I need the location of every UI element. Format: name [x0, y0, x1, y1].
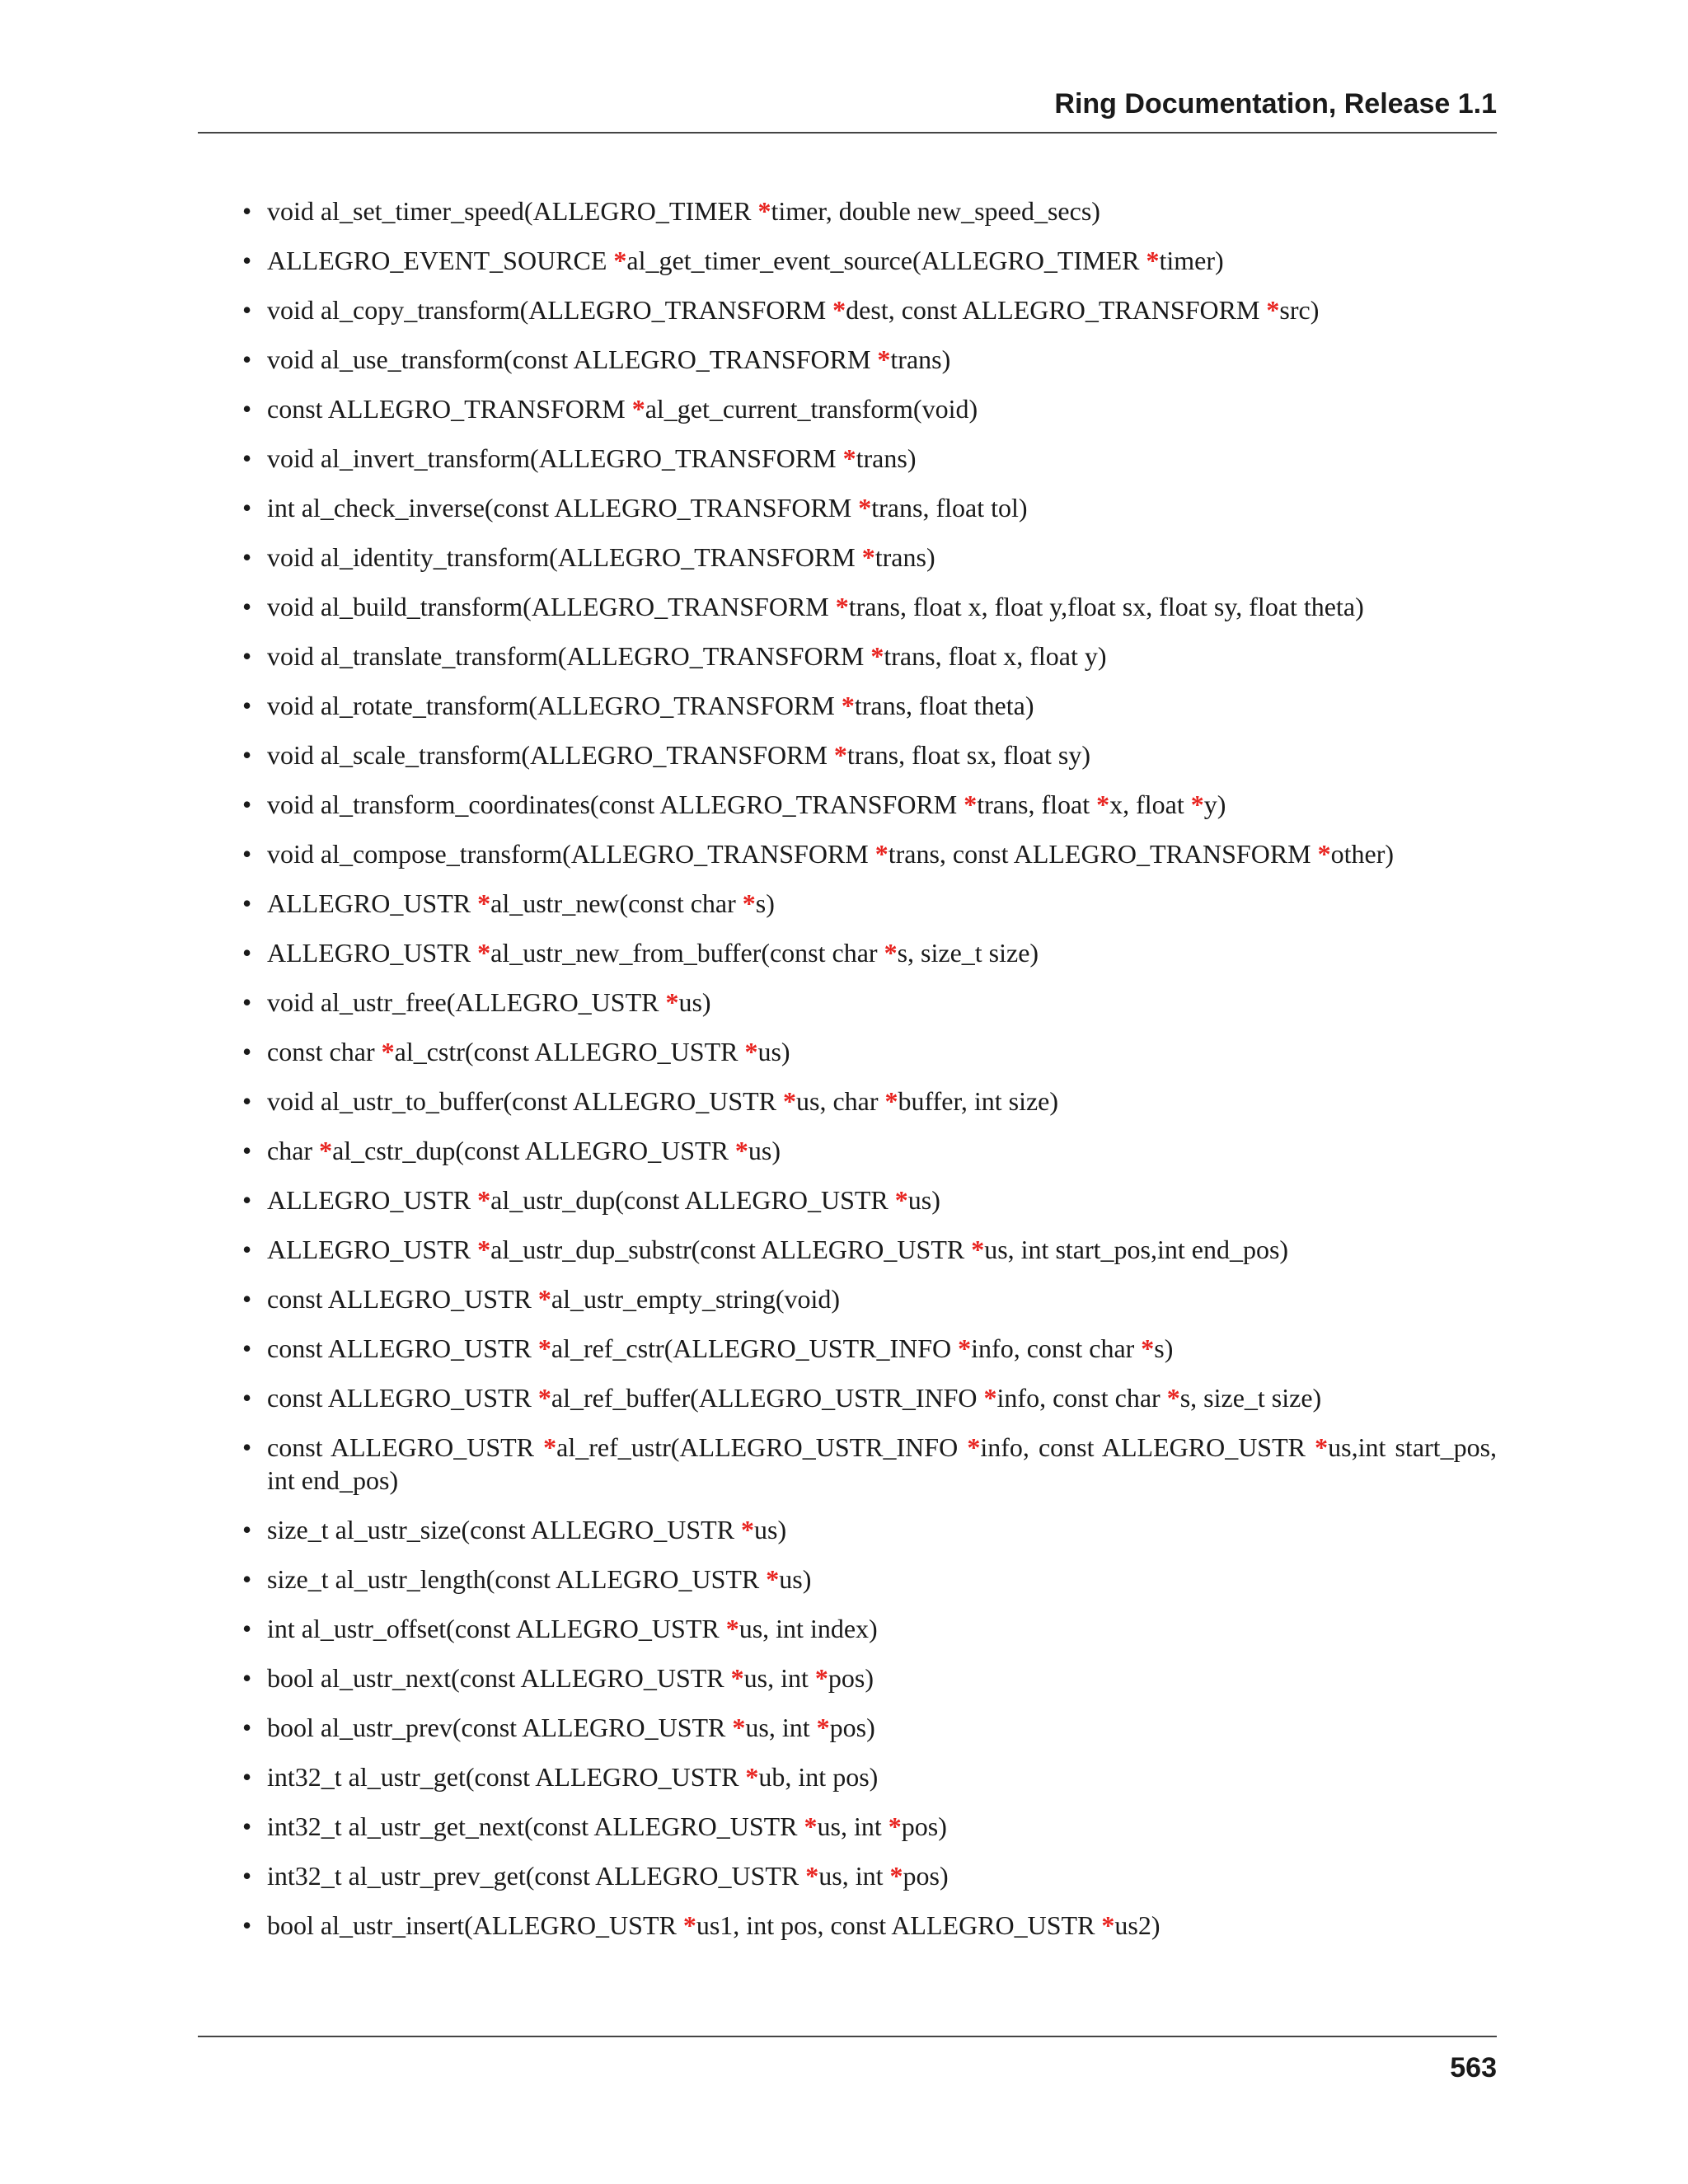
- pointer-asterisk: *: [805, 1861, 819, 1891]
- signature-text: us): [757, 1037, 790, 1066]
- signature-text: trans, float x, float y): [884, 641, 1107, 671]
- signature-text: ALLEGRO_USTR: [267, 1185, 478, 1215]
- main-content: [198, 194, 1497, 1958]
- list-item: [198, 343, 1497, 376]
- function-signature: [267, 1136, 781, 1165]
- pointer-asterisk: *: [537, 1284, 551, 1314]
- pointer-asterisk: *: [888, 1811, 902, 1841]
- function-signature: [267, 1861, 949, 1891]
- pointer-asterisk: *: [1190, 790, 1204, 819]
- bullet-icon: •: [242, 295, 252, 325]
- list-item: [198, 442, 1497, 475]
- function-signature: [267, 394, 978, 424]
- list-item: [198, 887, 1497, 920]
- signature-text: src): [1279, 295, 1320, 325]
- signature-text: void al_compose_transform(ALLEGRO_TRANSFORM: [267, 839, 875, 869]
- function-signature: [267, 295, 1319, 325]
- signature-text: us, int: [745, 1713, 817, 1742]
- signature-text: y): [1203, 790, 1226, 819]
- signature-text: size_t al_ustr_size(const ALLEGRO_USTR: [267, 1515, 742, 1544]
- list-item: [198, 689, 1497, 722]
- signature-text: const ALLEGRO_USTR: [267, 1383, 538, 1413]
- function-signature: [267, 1515, 786, 1544]
- pointer-asterisk: *: [725, 1614, 739, 1643]
- list-item: [198, 491, 1497, 524]
- function-signature: [267, 1383, 1321, 1413]
- function-signature: [267, 443, 916, 473]
- list-item: [198, 1183, 1497, 1216]
- signature-text: dest, const ALLEGRO_TRANSFORM: [846, 295, 1267, 325]
- bullet-icon: •: [242, 196, 252, 226]
- pointer-asterisk: *: [734, 1136, 748, 1165]
- signature-text: us, int index): [738, 1614, 878, 1643]
- pointer-asterisk: *: [1166, 1383, 1180, 1413]
- pointer-asterisk: *: [613, 246, 627, 275]
- signature-text: void al_translate_transform(ALLEGRO_TRANSFORM: [267, 641, 871, 671]
- pointer-asterisk: *: [833, 740, 847, 770]
- function-signature: [267, 1614, 878, 1643]
- signature-text: info, const char: [971, 1333, 1142, 1363]
- function-signature: [267, 790, 1226, 819]
- pointer-asterisk: *: [874, 839, 889, 869]
- pointer-asterisk: *: [783, 1086, 797, 1116]
- pointer-asterisk: *: [842, 443, 856, 473]
- signature-text: void al_transform_coordinates(const ALLEGRO_TRANSFORM: [267, 790, 964, 819]
- signature-text: void al_build_transform(ALLEGRO_TRANSFORM: [267, 592, 836, 621]
- signature-text: s, size_t size): [1179, 1383, 1322, 1413]
- signature-text: info, const char: [996, 1383, 1167, 1413]
- list-item: [198, 1134, 1497, 1167]
- pointer-asterisk: *: [835, 592, 849, 621]
- signature-text: trans, float x, float y,float sx, float sy, float theta): [848, 592, 1364, 621]
- bullet-icon: •: [242, 938, 252, 968]
- pointer-asterisk: *: [537, 1333, 551, 1363]
- signature-text: bool al_ustr_next(const ALLEGRO_USTR: [267, 1663, 731, 1693]
- function-signature: [267, 740, 1090, 770]
- signature-text: void al_copy_transform(ALLEGRO_TRANSFORM: [267, 295, 833, 325]
- list-item: [198, 1563, 1497, 1596]
- list-item: [198, 392, 1497, 425]
- function-signature: [267, 1713, 875, 1742]
- signature-text: al_get_current_transform(void): [645, 394, 978, 424]
- signature-text: us): [779, 1564, 812, 1594]
- signature-text: al_ref_cstr(ALLEGRO_USTR_INFO: [551, 1333, 959, 1363]
- pointer-asterisk: *: [631, 394, 645, 424]
- pointer-asterisk: *: [841, 691, 855, 720]
- signature-text: al_ref_ustr(ALLEGRO_USTR_INFO: [556, 1432, 968, 1462]
- pointer-asterisk: *: [1266, 295, 1280, 325]
- bullet-icon: •: [242, 1037, 252, 1066]
- bullet-icon: •: [242, 691, 252, 720]
- list-item: [198, 541, 1497, 574]
- signature-text: ALLEGRO_USTR: [267, 888, 478, 918]
- list-item: [198, 194, 1497, 227]
- function-signature: [267, 542, 935, 572]
- signature-text: int32_t al_ustr_prev_get(const ALLEGRO_USTR: [267, 1861, 806, 1891]
- pointer-asterisk: *: [757, 196, 771, 226]
- list-item: [198, 1859, 1497, 1892]
- pointer-asterisk: *: [1317, 839, 1331, 869]
- bullet-icon: •: [242, 1811, 252, 1841]
- function-signature: [267, 839, 1394, 869]
- list-item: [198, 1612, 1497, 1645]
- pointer-asterisk: *: [381, 1037, 395, 1066]
- bullet-icon: •: [242, 542, 252, 572]
- signature-text: al_ref_buffer(ALLEGRO_USTR_INFO: [551, 1383, 984, 1413]
- list-item: [198, 640, 1497, 673]
- pointer-asterisk: *: [884, 1086, 898, 1116]
- pointer-asterisk: *: [682, 1910, 696, 1940]
- list-item: [198, 1035, 1497, 1068]
- function-signature: [267, 1185, 940, 1215]
- signature-text: s, size_t size): [897, 938, 1039, 968]
- pointer-asterisk: *: [1146, 246, 1160, 275]
- function-signature: [267, 1811, 947, 1841]
- signature-text: void al_invert_transform(ALLEGRO_TRANSFORM: [267, 443, 843, 473]
- function-signature: [267, 1432, 1497, 1495]
- bullet-icon: •: [242, 1136, 252, 1165]
- pointer-asterisk: *: [732, 1713, 746, 1742]
- signature-text: trans): [874, 542, 935, 572]
- signature-text: us2): [1114, 1910, 1160, 1940]
- bullet-icon: •: [242, 790, 252, 819]
- bullet-icon: •: [242, 493, 252, 523]
- bullet-icon: •: [242, 987, 252, 1017]
- signature-text: us,int start_pos, int end_pos): [267, 1432, 1498, 1495]
- list-item: [198, 590, 1497, 623]
- signature-text: al_ustr_dup_substr(const ALLEGRO_USTR: [490, 1235, 972, 1264]
- pointer-asterisk: *: [884, 938, 898, 968]
- signature-text: us): [678, 987, 711, 1017]
- pointer-asterisk: *: [766, 1564, 780, 1594]
- function-signature: [267, 1910, 1160, 1940]
- function-signature: [267, 691, 1034, 720]
- signature-text: s): [1154, 1333, 1174, 1363]
- pointer-asterisk: *: [477, 888, 491, 918]
- bullet-icon: •: [242, 1185, 252, 1215]
- signature-text: ALLEGRO_USTR: [267, 1235, 478, 1264]
- pointer-asterisk: *: [741, 1515, 755, 1544]
- pointer-asterisk: *: [870, 641, 884, 671]
- list-item: [198, 1381, 1497, 1414]
- signature-text: al_ustr_empty_string(void): [551, 1284, 841, 1314]
- signature-text: char: [267, 1136, 320, 1165]
- signature-text: s): [755, 888, 775, 918]
- signature-text: const ALLEGRO_USTR: [267, 1432, 544, 1462]
- bullet-icon: •: [242, 1383, 252, 1413]
- pointer-asterisk: *: [1101, 1910, 1115, 1940]
- list-item: [198, 936, 1497, 969]
- function-signature: [267, 888, 775, 918]
- signature-text: us, int start_pos,int end_pos): [984, 1235, 1289, 1264]
- signature-text: int32_t al_ustr_get(const ALLEGRO_USTR: [267, 1762, 746, 1792]
- function-signature: [267, 592, 1364, 621]
- list-item: [198, 1332, 1497, 1365]
- signature-text: int al_ustr_offset(const ALLEGRO_USTR: [267, 1614, 726, 1643]
- pointer-asterisk: *: [665, 987, 679, 1017]
- bullet-icon: •: [242, 888, 252, 918]
- list-item: [198, 837, 1497, 870]
- signature-text: void al_ustr_to_buffer(const ALLEGRO_USTR: [267, 1086, 784, 1116]
- signature-text: buffer, int size): [898, 1086, 1059, 1116]
- function-signature: [267, 1762, 878, 1792]
- signature-text: info, const ALLEGRO_USTR: [980, 1432, 1315, 1462]
- pointer-asterisk: *: [742, 888, 756, 918]
- signature-text: pos): [903, 1861, 949, 1891]
- list-item: [198, 738, 1497, 771]
- bullet-icon: •: [242, 394, 252, 424]
- bullet-icon: •: [242, 740, 252, 770]
- pointer-asterisk: *: [877, 344, 891, 374]
- signature-text: trans, const ALLEGRO_TRANSFORM: [888, 839, 1318, 869]
- signature-text: int32_t al_ustr_get_next(const ALLEGRO_USTR: [267, 1811, 804, 1841]
- signature-text: size_t al_ustr_length(const ALLEGRO_USTR: [267, 1564, 767, 1594]
- pointer-asterisk: *: [477, 938, 491, 968]
- function-signature: [267, 1564, 811, 1594]
- pointer-asterisk: *: [1096, 790, 1110, 819]
- signature-text: us): [907, 1185, 940, 1215]
- list-item: [198, 1711, 1497, 1744]
- pointer-asterisk: *: [983, 1383, 997, 1413]
- signature-text: pos): [901, 1811, 947, 1841]
- function-signature: [267, 493, 1028, 523]
- list-item: [198, 1661, 1497, 1694]
- signature-text: ALLEGRO_EVENT_SOURCE: [267, 246, 614, 275]
- pointer-asterisk: *: [832, 295, 846, 325]
- list-item: [198, 1513, 1497, 1546]
- list-item: [198, 1233, 1497, 1266]
- signature-text: al_ustr_dup(const ALLEGRO_USTR: [490, 1185, 895, 1215]
- list-item: [198, 1431, 1497, 1497]
- list-item: [198, 788, 1497, 821]
- bullet-icon: •: [242, 1515, 252, 1544]
- pointer-asterisk: *: [958, 1333, 972, 1363]
- function-signature: [267, 1037, 790, 1066]
- signature-text: bool al_ustr_prev(const ALLEGRO_USTR: [267, 1713, 733, 1742]
- list-item: [198, 1810, 1497, 1843]
- bullet-icon: •: [242, 1284, 252, 1314]
- list-item: [198, 1282, 1497, 1315]
- function-signature: [267, 1235, 1288, 1264]
- signature-text: trans): [890, 344, 951, 374]
- list-item: [198, 1760, 1497, 1793]
- pointer-asterisk: *: [319, 1136, 333, 1165]
- pointer-asterisk: *: [816, 1713, 830, 1742]
- pointer-asterisk: *: [861, 542, 875, 572]
- pointer-asterisk: *: [967, 1432, 981, 1462]
- bullet-icon: •: [242, 641, 252, 671]
- pointer-asterisk: *: [858, 493, 872, 523]
- bullet-icon: •: [242, 1235, 252, 1264]
- function-signature: [267, 1333, 1173, 1363]
- pointer-asterisk: *: [804, 1811, 818, 1841]
- list-item: [198, 986, 1497, 1019]
- signature-text: al_ustr_new_from_buffer(const char: [490, 938, 884, 968]
- bullet-icon: •: [242, 1663, 252, 1693]
- bullet-icon: •: [242, 1333, 252, 1363]
- pointer-asterisk: *: [889, 1861, 903, 1891]
- function-signature-list: [198, 194, 1497, 1942]
- signature-text: other): [1330, 839, 1395, 869]
- pointer-asterisk: *: [814, 1663, 828, 1693]
- signature-text: void al_rotate_transform(ALLEGRO_TRANSFORM: [267, 691, 842, 720]
- signature-text: pos): [828, 1663, 874, 1693]
- signature-text: bool al_ustr_insert(ALLEGRO_USTR: [267, 1910, 683, 1940]
- list-item: [198, 1909, 1497, 1942]
- signature-text: us, int: [817, 1811, 889, 1841]
- signature-text: void al_ustr_free(ALLEGRO_USTR: [267, 987, 666, 1017]
- signature-text: al_ustr_new(const char: [490, 888, 743, 918]
- list-item: [198, 244, 1497, 277]
- bullet-icon: •: [242, 344, 252, 374]
- signature-text: const ALLEGRO_TRANSFORM: [267, 394, 632, 424]
- signature-text: x, float: [1109, 790, 1191, 819]
- function-signature: [267, 938, 1039, 968]
- pointer-asterisk: *: [745, 1762, 759, 1792]
- function-signature: [267, 246, 1224, 275]
- signature-text: us): [748, 1136, 781, 1165]
- bullet-icon: •: [242, 1861, 252, 1891]
- page-header: [198, 89, 1497, 134]
- signature-text: ALLEGRO_USTR: [267, 938, 478, 968]
- bullet-icon: •: [242, 246, 252, 275]
- signature-text: trans, float theta): [854, 691, 1034, 720]
- function-signature: [267, 196, 1100, 226]
- signature-text: us, int: [818, 1861, 890, 1891]
- signature-text: al_get_timer_event_source(ALLEGRO_TIMER: [626, 246, 1146, 275]
- pointer-asterisk: *: [1315, 1432, 1329, 1462]
- function-signature: [267, 1663, 874, 1693]
- pointer-asterisk: *: [477, 1235, 491, 1264]
- page-number: 563: [1450, 2052, 1497, 2083]
- signature-text: trans, float sx, float sy): [846, 740, 1090, 770]
- signature-text: void al_scale_transform(ALLEGRO_TRANSFORM: [267, 740, 834, 770]
- pointer-asterisk: *: [744, 1037, 758, 1066]
- signature-text: timer, double new_speed_secs): [771, 196, 1100, 226]
- signature-text: int al_check_inverse(const ALLEGRO_TRANSFORM: [267, 493, 859, 523]
- bullet-icon: •: [242, 839, 252, 869]
- pointer-asterisk: *: [543, 1432, 557, 1462]
- signature-text: void al_set_timer_speed(ALLEGRO_TIMER: [267, 196, 758, 226]
- function-signature: [267, 641, 1107, 671]
- signature-text: timer): [1159, 246, 1224, 275]
- function-signature: [267, 344, 950, 374]
- signature-text: us, char: [796, 1086, 885, 1116]
- pointer-asterisk: *: [964, 790, 978, 819]
- signature-text: trans): [856, 443, 917, 473]
- signature-text: void al_identity_transform(ALLEGRO_TRANSFORM: [267, 542, 862, 572]
- signature-text: al_cstr(const ALLEGRO_USTR: [394, 1037, 745, 1066]
- signature-text: const ALLEGRO_USTR: [267, 1333, 538, 1363]
- signature-text: trans, float tol): [871, 493, 1028, 523]
- signature-text: us): [754, 1515, 787, 1544]
- signature-text: const char: [267, 1037, 382, 1066]
- list-item: [198, 293, 1497, 326]
- signature-text: al_cstr_dup(const ALLEGRO_USTR: [332, 1136, 735, 1165]
- bullet-icon: •: [242, 443, 252, 473]
- bullet-icon: •: [242, 1432, 252, 1462]
- pointer-asterisk: *: [1141, 1333, 1155, 1363]
- bullet-icon: •: [242, 1614, 252, 1643]
- function-signature: [267, 987, 711, 1017]
- signature-text: us, int: [743, 1663, 815, 1693]
- signature-text: pos): [829, 1713, 875, 1742]
- bullet-icon: •: [242, 592, 252, 621]
- pointer-asterisk: *: [730, 1663, 744, 1693]
- pointer-asterisk: *: [537, 1383, 551, 1413]
- pointer-asterisk: *: [971, 1235, 985, 1264]
- pointer-asterisk: *: [894, 1185, 908, 1215]
- bullet-icon: •: [242, 1910, 252, 1940]
- signature-text: ub, int pos): [758, 1762, 879, 1792]
- bullet-icon: •: [242, 1713, 252, 1742]
- signature-text: trans, float: [977, 790, 1097, 819]
- signature-text: void al_use_transform(const ALLEGRO_TRANSFORM: [267, 344, 878, 374]
- function-signature: [267, 1284, 840, 1314]
- signature-text: const ALLEGRO_USTR: [267, 1284, 538, 1314]
- bullet-icon: •: [242, 1564, 252, 1594]
- list-item: [198, 1085, 1497, 1118]
- page-footer: [198, 2036, 1497, 2088]
- bullet-icon: •: [242, 1086, 252, 1116]
- function-signature: [267, 1086, 1058, 1116]
- pointer-asterisk: *: [477, 1185, 491, 1215]
- bullet-icon: •: [242, 1762, 252, 1792]
- signature-text: us1, int pos, const ALLEGRO_USTR: [696, 1910, 1102, 1940]
- document-title: Ring Documentation, Release 1.1: [1054, 88, 1497, 120]
